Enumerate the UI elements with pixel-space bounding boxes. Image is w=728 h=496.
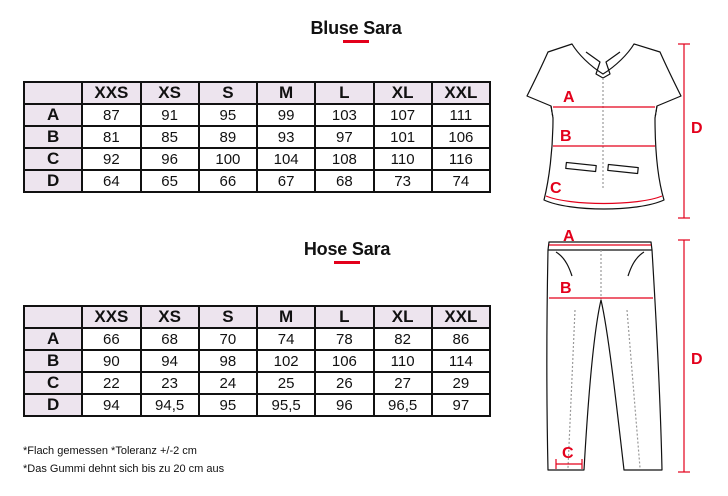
row-label: D	[24, 394, 82, 416]
table-cell: 97	[315, 126, 373, 148]
table-cell: 96,5	[374, 394, 432, 416]
table-cell: 116	[432, 148, 490, 170]
trousers-pocket-left	[556, 252, 572, 276]
size-header: L	[315, 82, 373, 104]
trousers-label-d: D	[691, 351, 703, 368]
table-cell: 64	[82, 170, 140, 192]
table-cell: 23	[141, 372, 199, 394]
table-cell: 96	[141, 148, 199, 170]
table-cell: 100	[199, 148, 257, 170]
table-cell: 68	[141, 328, 199, 350]
table-cell: 106	[432, 126, 490, 148]
size-header: XXL	[432, 306, 490, 328]
table-cell: 22	[82, 372, 140, 394]
table-cell: 73	[374, 170, 432, 192]
table-cell: 98	[199, 350, 257, 372]
table-cell: 96	[315, 394, 373, 416]
measurement-note: *Flach gemessen *Toleranz +/-2 cm	[23, 445, 197, 457]
size-header: S	[199, 82, 257, 104]
table-cell: 74	[257, 328, 315, 350]
blouse-label-a: A	[563, 89, 575, 106]
row-label: A	[24, 104, 82, 126]
table-cell: 81	[82, 126, 140, 148]
table-cell: 65	[141, 170, 199, 192]
table-cell: 106	[315, 350, 373, 372]
table-cell: 94	[141, 350, 199, 372]
trousers-label-a: A	[563, 228, 575, 245]
trousers-measurements	[549, 240, 690, 472]
hose-title-text: Hose Sara	[303, 239, 391, 259]
trousers-label-b: B	[560, 280, 572, 297]
table-cell: 66	[199, 170, 257, 192]
row-label: B	[24, 126, 82, 148]
table-cell: 70	[199, 328, 257, 350]
table-cell: 104	[257, 148, 315, 170]
row-label: D	[24, 170, 82, 192]
table-cell: 110	[374, 350, 432, 372]
elastic-note: *Das Gummi dehnt sich bis zu 20 cm aus	[23, 463, 225, 475]
table-cell: 90	[82, 350, 140, 372]
size-header: XS	[141, 82, 199, 104]
row-label: B	[24, 350, 82, 372]
table-cell: 99	[257, 104, 315, 126]
table-cell: 68	[315, 170, 373, 192]
table-cell: 102	[257, 350, 315, 372]
table-cell: 25	[257, 372, 315, 394]
table-cell: 94	[82, 394, 140, 416]
table-cell: 97	[432, 394, 490, 416]
table-cell: 111	[432, 104, 490, 126]
size-header: XXS	[82, 306, 140, 328]
trousers-leg-seam	[627, 310, 640, 468]
table-cell: 74	[432, 170, 490, 192]
table-cell: 78	[315, 328, 373, 350]
size-header: XXS	[82, 82, 140, 104]
table-cell: 95,5	[257, 394, 315, 416]
table-cell: 108	[315, 148, 373, 170]
row-label: A	[24, 328, 82, 350]
table-cell: 24	[199, 372, 257, 394]
size-header: XS	[141, 306, 199, 328]
size-header: L	[315, 306, 373, 328]
table-cell: 110	[374, 148, 432, 170]
table-cell: 29	[432, 372, 490, 394]
blouse-pocket-right	[608, 164, 638, 173]
trousers-label-c: C	[562, 445, 574, 462]
trousers-illustration	[547, 242, 662, 470]
size-header: XL	[374, 306, 432, 328]
table-cell: 27	[374, 372, 432, 394]
blouse-label-b: B	[560, 128, 572, 145]
trousers-outline-icon	[547, 242, 662, 470]
size-header: S	[199, 306, 257, 328]
table-cell: 26	[315, 372, 373, 394]
size-header: XXL	[432, 82, 490, 104]
blouse-measure-c-line	[546, 196, 662, 204]
size-header: XL	[374, 82, 432, 104]
table-cell: 107	[374, 104, 432, 126]
table-cell: 89	[199, 126, 257, 148]
table-cell: 91	[141, 104, 199, 126]
table-cell: 101	[374, 126, 432, 148]
table-cell: 93	[257, 126, 315, 148]
table-cell: 66	[82, 328, 140, 350]
table-cell: 82	[374, 328, 432, 350]
table-cell: 67	[257, 170, 315, 192]
trousers-pocket-right	[628, 252, 644, 276]
table-cell: 114	[432, 350, 490, 372]
row-label: C	[24, 148, 82, 170]
table-cell: 94,5	[141, 394, 199, 416]
blouse-label-c: C	[550, 180, 562, 197]
size-header: M	[257, 306, 315, 328]
blouse-pocket-left	[566, 162, 596, 171]
table-cell: 95	[199, 104, 257, 126]
table-cell: 103	[315, 104, 373, 126]
blouse-label-d: D	[691, 120, 703, 137]
row-label: C	[24, 372, 82, 394]
table-cell: 92	[82, 148, 140, 170]
size-header: M	[257, 82, 315, 104]
table-cell: 95	[199, 394, 257, 416]
table-cell: 87	[82, 104, 140, 126]
table-cell: 85	[141, 126, 199, 148]
table-cell: 86	[432, 328, 490, 350]
bluse-title-text: Bluse Sara	[310, 18, 402, 38]
